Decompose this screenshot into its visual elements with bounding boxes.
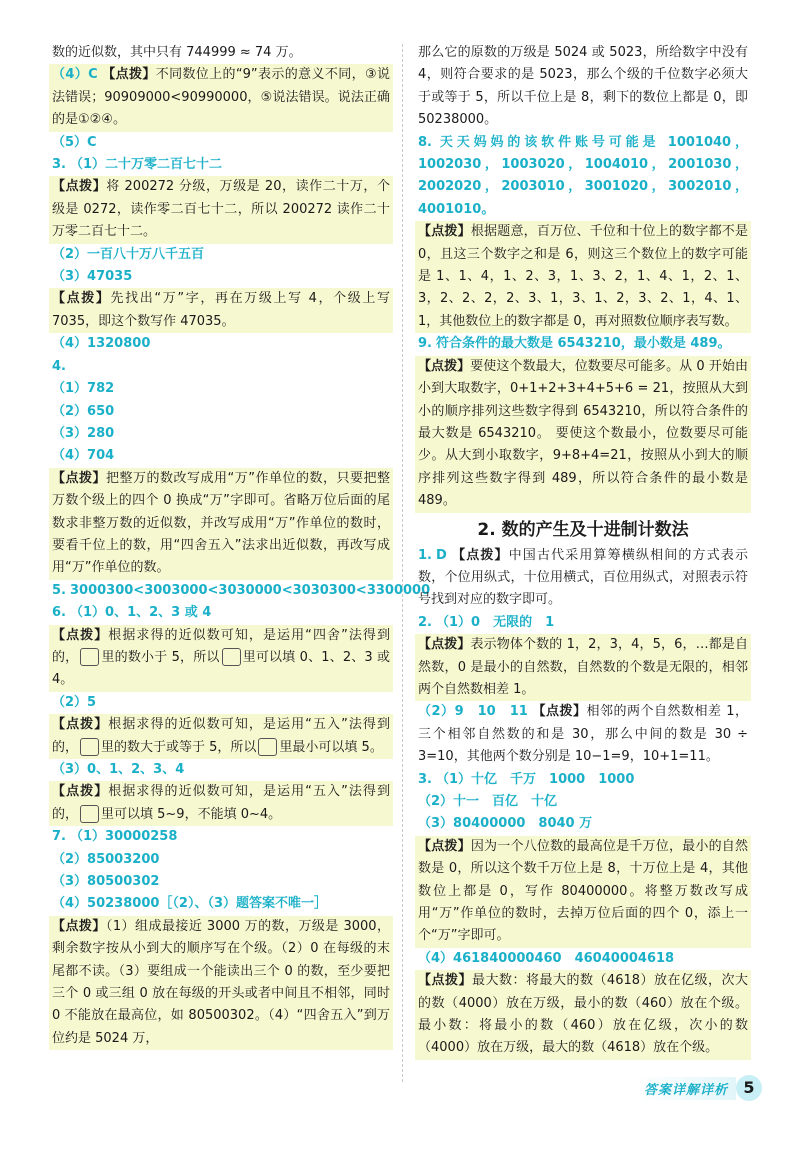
tip-block	[49, 288, 393, 333]
answer: （4）C	[52, 67, 98, 83]
tip-label: 【点拨】	[532, 704, 587, 720]
question-number: 3.	[52, 157, 66, 173]
answer: （1）30000258	[69, 829, 178, 845]
tip-text: 里的数大于或等于 5，所以	[101, 739, 257, 755]
answer: （3）80400000 8040 万	[418, 816, 593, 832]
answer: （1）0 无限的 1	[435, 614, 555, 630]
answer: 天天妈妈的该软件账号可能是 1001040，1002030，1003020，1004010，2001030，2002020，2003010，3001020，3002010，4001010。	[418, 134, 748, 217]
tip-text: （1）组成最接近 3000 万的数，万级是 3000，剩余数字按从小到大的顺序写在个级。（2）0 在每级的末尾都不读。（3）要组成一个能读出三个 0 的数，至少要把三个 0 或三组 0 放在每级的开头或者中间且不相邻，同时 0 不能放在最高位，如 80500302。（4）“四舍五入”到万位约是 5024 万，	[52, 918, 390, 1046]
question-number: 7.	[52, 829, 66, 845]
question-9	[418, 333, 748, 355]
question-7	[52, 826, 390, 848]
tip-text: 不同数位上的“9”表示的意义不同，③说法错误；90909000<90990000，⑤说法错误。说法正确的是①②④。	[52, 67, 390, 128]
tip-label: 【点拨】	[52, 784, 109, 800]
tip-block	[49, 468, 393, 580]
section-title: 2. 数的产生及十进制计数法	[477, 519, 689, 540]
page-number: 5	[736, 1075, 762, 1101]
tip-text: 将 200272 分级，万级是 20，读作二十万，个级是 0272，读作零二百七十二，所以 200272 读作二十万零二百七十二。	[52, 179, 390, 240]
tip-text: 先找出“万”字，再在万级上写 4，个级上写 7035，即这个数写作 47035。	[52, 291, 390, 329]
tip-text: 最大数：将最大的数（4618）放在亿级，次大的数（4000）放在万级，最小的数（460）放在个级。最小数：将最小的数（460）放在亿级，次小的数（4000）放在万级，最大的数（4618）放在个级。	[418, 973, 748, 1056]
tip-block	[49, 176, 393, 243]
right-column	[418, 42, 748, 1060]
question-4	[52, 356, 390, 378]
tip-text: 表示物体个数的 1，2，3，4，5，6，…都是自然数，0 是最小的自然数，自然数的个数是无限的，相邻两个自然数相差 1。	[418, 637, 748, 697]
section-question-1	[418, 545, 748, 612]
tip-text: 把整万的数改写成用“万”作单位的数，只要把整万数个级上的四个 0 换成“万”字即可。省略万位后面的尾数求非整万数的近似数，并改写成用“万”作单位的数时，要看千位上的数，用“四舍五入”法求出近似数，再改写成用“万”作单位的数。	[52, 470, 390, 576]
footer-label: 答案详解详析	[636, 1077, 736, 1100]
text-line: 数的近似数，其中只有 744999 ≈ 74 万。	[52, 45, 302, 60]
answer-block	[418, 701, 748, 768]
tip-text: 中国古代采用算筹横纵相间的方式表示数，个位用纵式，十位用横式，百位用纵式，对照表示符号找到对应的数字即可。	[418, 547, 748, 608]
page-footer	[636, 1075, 762, 1101]
question-number: 2.	[418, 614, 432, 630]
tip-block	[415, 634, 751, 701]
tip-label: 【点拨】	[102, 67, 156, 83]
tip-block	[415, 970, 751, 1060]
answer: （3）0、1、2、3、4	[52, 762, 185, 777]
tip-text: 根据求得的近似数可知，是运用“五入”法得到的，	[52, 717, 390, 755]
answer: （2）十一 百亿 十亿	[418, 794, 558, 809]
tip-label: 【点拨】	[452, 547, 509, 563]
tip-label: 【点拨】	[418, 358, 471, 374]
column-divider	[402, 44, 403, 1082]
tip-block	[415, 221, 751, 333]
question-number: 1.	[418, 547, 432, 563]
answer: （2）5	[52, 694, 97, 710]
tip-label: 【点拨】	[52, 627, 109, 643]
tip-label: 【点拨】	[418, 973, 472, 989]
tip-label: 【点拨】	[52, 470, 107, 486]
answer: （5）C	[52, 134, 97, 150]
answer: （4）704	[52, 448, 115, 464]
blank-box-icon	[222, 648, 241, 666]
answer: （1）782	[52, 381, 115, 397]
tip-block	[415, 836, 751, 948]
answer: （3）280	[52, 425, 115, 441]
blank-box-icon	[80, 648, 99, 666]
tip-text: 因为一个八位数的最高位是千万位，最小的自然数是 0，所以这个数千万位上是 8，十万位上是 4，其他数位上都是 0，写作 80400000。将整万数改写成用“万”作单位的数时，去掉万位后面的四个 0，添上一个“万”字即可。	[418, 838, 748, 944]
question-8	[418, 132, 748, 222]
answer-block	[49, 64, 393, 131]
question-number: 9.	[418, 336, 432, 352]
text-line: 那么它的原数的万级是 5024 或 5023，所给数字中没有 4，则符合要求的是 5023，那么个级的千位数字必须大于或等于 5，所以千位上是 8，剩下的数位上都是 0，即 50238000。	[418, 45, 748, 128]
blank-box-icon	[258, 738, 277, 756]
blank-box-icon	[80, 738, 99, 756]
tip-label: 【点拨】	[52, 717, 109, 733]
answer: （1）二十万零二百七十二	[69, 157, 223, 173]
tip-text: 里可以填 5~9，不能填 0~4。	[101, 806, 282, 822]
section-question-2	[418, 612, 748, 634]
question-number: 3.	[418, 771, 432, 787]
tip-label: 【点拨】	[418, 637, 471, 653]
tip-text: 相邻的两个自然数相差 1，三个相邻自然数的和是 30，那么中间的数是 30 ÷ 3=10，其他两个数分别是 10−1=9，10+1=11。	[418, 704, 748, 765]
tip-label: 【点拨】	[52, 918, 106, 934]
question-number: 8.	[418, 134, 432, 150]
question-number: 6.	[52, 605, 66, 621]
tip-label: 【点拨】	[418, 224, 471, 240]
question-3	[52, 154, 390, 176]
question-number: 4.	[52, 358, 66, 374]
tip-text: 里的数小于 5，所以	[101, 649, 220, 665]
answer: （1）十亿 千万 1000 1000	[435, 771, 635, 787]
answer: （2）650	[52, 403, 115, 419]
answer: （2）9 10 11	[418, 704, 528, 720]
answer: 符合条件的最大数是 6543210，最小数是 489。	[435, 336, 731, 352]
answer: （3）80500302	[52, 874, 160, 890]
answer: （4）50238000［（2）、（3）题答案不唯一］	[52, 896, 327, 912]
tip-label: 【点拨】	[418, 838, 471, 854]
tip-block	[49, 714, 393, 759]
question-6	[52, 602, 390, 624]
tip-text: 根据题意，百万位、千位和十位上的数字都不是 0，且这三个数字之和是 6，则这三个数位上的数字可能是 1、1、4，1、2、3，1、3、2，1、4、1，2、1、3，2、2、2，2、3、1，3、1、2，3、2、1，4、1、1，其他数位上的数字都是 0，再对照数位顺序表写数。	[418, 224, 748, 329]
answer: （1）0、1、2、3 或 4	[69, 605, 212, 621]
question-5	[52, 580, 431, 602]
tip-label: 【点拨】	[52, 291, 111, 307]
tip-label: 【点拨】	[52, 179, 107, 195]
left-column	[52, 42, 431, 1050]
answer: 3000300<3003000<3030000<3030300<3300000	[69, 582, 431, 598]
tip-text: 根据求得的近似数可知，是运用“四舍”法得到的，	[52, 627, 390, 665]
tip-text: 里最小可以填 5。	[279, 739, 383, 755]
answer: （2）一百八十万八千五百	[52, 246, 205, 262]
answer: （4）1320800	[52, 336, 151, 352]
tip-block	[49, 916, 393, 1050]
answer: （3）47035	[52, 269, 133, 285]
answer: （4）461840000460 46040004618	[418, 950, 675, 966]
question-number: 5.	[52, 582, 66, 598]
blank-box-icon	[80, 805, 99, 823]
answer: （2）85003200	[52, 851, 160, 867]
tip-text: 根据求得的近似数可知，是运用“五入”法得到的，	[52, 784, 390, 822]
tip-text: 要使这个数最大，位数要尽可能多。从 0 开始由小到大取数字，0+1+2+3+4+5+6 = 21，按照从大到小的顺序排列这些数字得到 6543210，所以符合条件的最大数是 6543210。 要使这个数最小，位数要尽可能少。从大到小取数字，9+8+4=21，按照从小到大的顺序排列这些数字得到 489，所以符合条件的最小数是 489。	[418, 358, 748, 509]
section-question-3	[418, 769, 748, 791]
answer: D	[435, 547, 447, 563]
tip-text: 里可以填 0、1、2、3 或 4。	[52, 649, 390, 688]
tip-block	[49, 625, 393, 692]
tip-block	[49, 781, 393, 826]
tip-block	[415, 356, 751, 513]
